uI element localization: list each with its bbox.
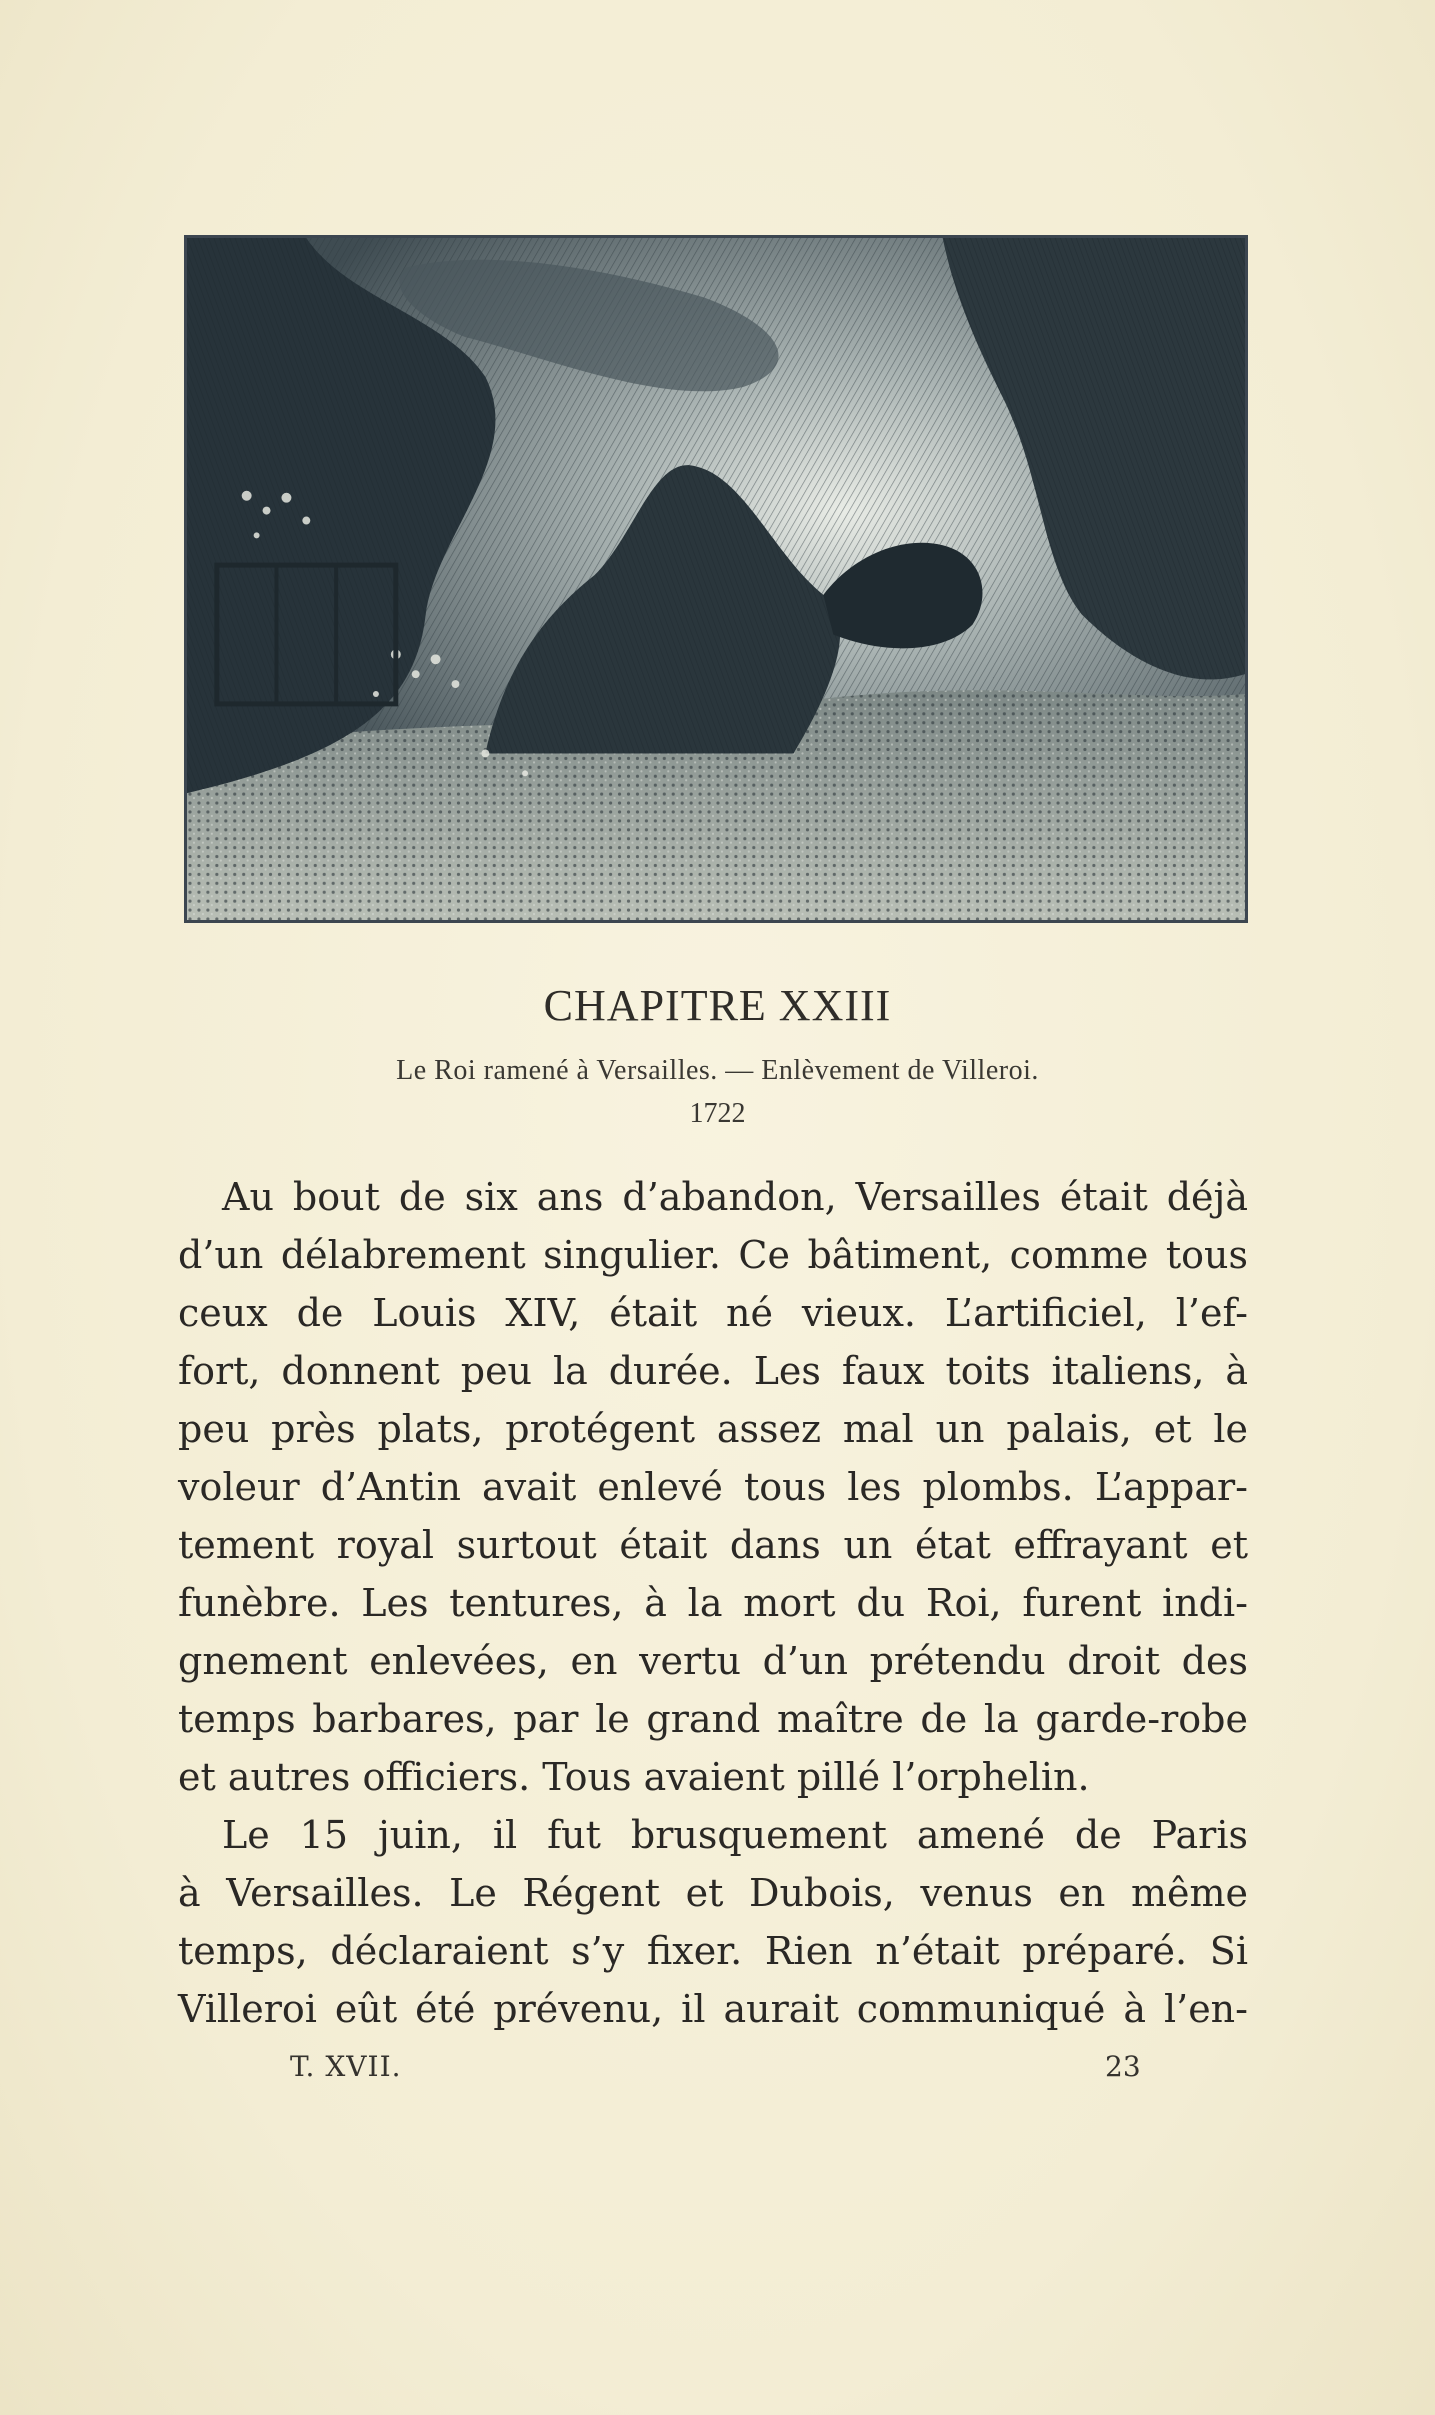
volume-label: T. XVII. [290, 2050, 402, 2083]
body-text [178, 1168, 1248, 2038]
page-footer [0, 2050, 1435, 2090]
chapter-subtitle: Le Roi ramené à Versailles. — Enlèvement de Villeroi. [396, 1055, 1039, 1086]
text-line: funèbre. Les tentures, à la mort du Roi, furent indi- [178, 1581, 1248, 1625]
text-line: temps, déclaraient s’y fixer. Rien n’était préparé. Si [178, 1929, 1248, 1973]
text-line: gnement enlevées, en vertu d’un prétendu droit des [178, 1639, 1248, 1683]
page-number: 23 [1105, 2050, 1141, 2083]
text-line: ceux de Louis XIV, était né vieux. L’artificiel, l’ef- [178, 1291, 1248, 1335]
text-line: temps barbares, par le grand maître de la garde-robe [178, 1697, 1248, 1741]
text-line: d’un délabrement singulier. Ce bâtiment, comme tous [178, 1233, 1248, 1277]
paragraph [178, 1168, 1248, 1806]
text-line: tement royal surtout était dans un état effrayant et [178, 1523, 1248, 1567]
text-line: fort, donnent peu la durée. Les faux toits italiens, à [178, 1349, 1248, 1393]
text-line: peu près plats, protégent assez mal un palais, et le [178, 1407, 1248, 1451]
text-line: à Versailles. Le Régent et Dubois, venus en même [178, 1871, 1248, 1915]
text-line: Le 15 juin, il fut brusquement amené de Paris [222, 1813, 1248, 1857]
text-line: Au bout de six ans d’abandon, Versailles était déjà [222, 1175, 1248, 1219]
text-line: voleur d’Antin avait enlevé tous les plombs. L’appar- [178, 1465, 1248, 1509]
chapter-title: CHAPITRE XXIII [543, 981, 892, 1030]
text-line: Villeroi eût été prévenu, il aurait communiqué à l’en- [178, 1987, 1248, 2031]
paragraph [178, 1806, 1248, 2038]
chapter-year: 1722 [689, 1098, 746, 1129]
text-line: et autres officiers. Tous avaient pillé l’orphelin. [178, 1755, 1090, 1799]
engraving-illustration [184, 235, 1248, 923]
